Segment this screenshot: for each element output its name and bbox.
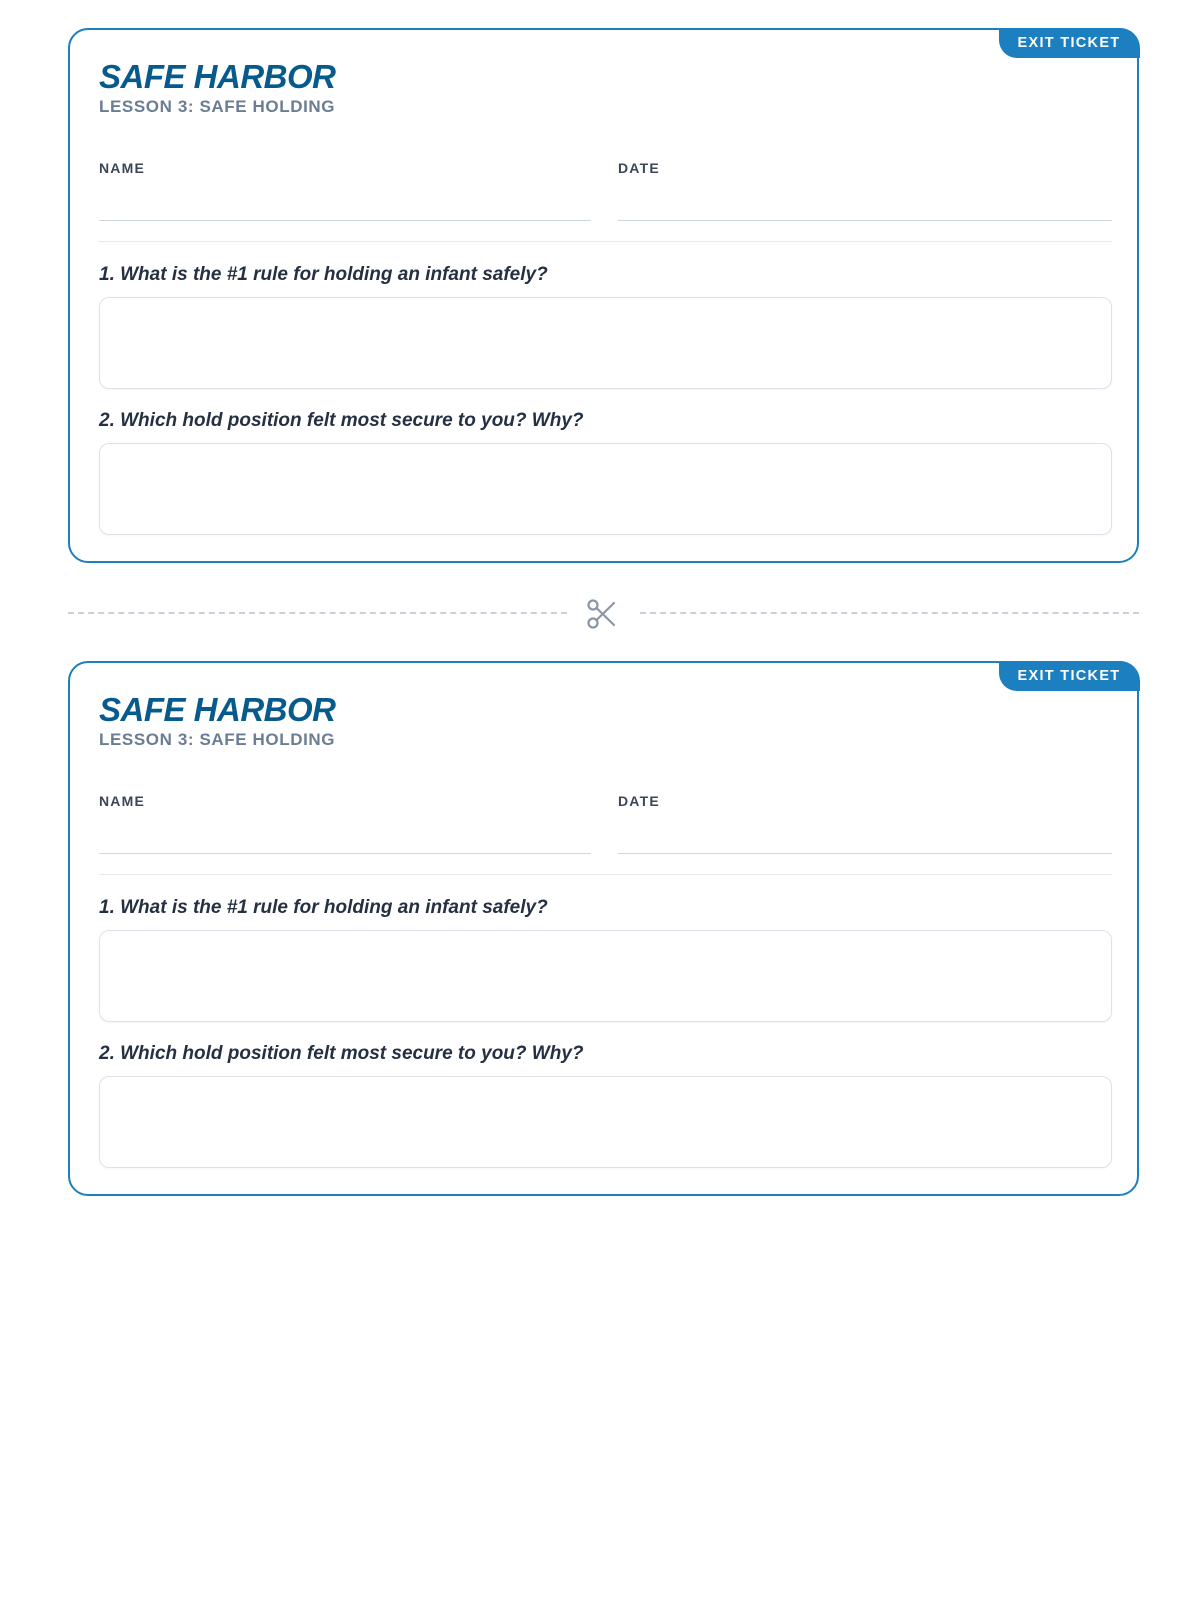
lesson-subtitle: LESSON 3: SAFE HOLDING [99, 730, 336, 749]
date-field[interactable] [618, 853, 1112, 854]
scissors-icon [585, 597, 619, 631]
lesson-subtitle: LESSON 3: SAFE HOLDING [99, 97, 336, 116]
exit-ticket-tag: EXIT TICKET [999, 28, 1140, 58]
answer-box-2[interactable] [99, 1076, 1112, 1168]
dashed-line-left [68, 612, 567, 614]
name-label: NAME [99, 160, 146, 176]
dashed-line-right [640, 612, 1139, 614]
brand-title: SAFE HARBOR [99, 58, 336, 95]
name-field[interactable] [99, 853, 591, 854]
question-1: 1. What is the #1 rule for holding an infant safely? [99, 897, 548, 918]
name-field[interactable] [99, 220, 591, 221]
exit-ticket-tag: EXIT TICKET [999, 661, 1140, 691]
date-label: DATE [618, 160, 660, 176]
name-label: NAME [99, 793, 146, 809]
answer-box-2[interactable] [99, 443, 1112, 535]
date-field[interactable] [618, 220, 1112, 221]
answer-box-1[interactable] [99, 297, 1112, 389]
date-label: DATE [618, 793, 660, 809]
answer-box-1[interactable] [99, 930, 1112, 1022]
brand-title: SAFE HARBOR [99, 691, 336, 728]
cut-line [68, 594, 1139, 632]
question-2: 2. Which hold position felt most secure to you? Why? [99, 1043, 584, 1064]
section-divider [99, 874, 1112, 875]
question-2: 2. Which hold position felt most secure to you? Why? [99, 410, 584, 431]
question-1: 1. What is the #1 rule for holding an infant safely? [99, 264, 548, 285]
section-divider [99, 241, 1112, 242]
exit-ticket-card [68, 661, 1139, 1196]
exit-ticket-card [68, 28, 1139, 563]
